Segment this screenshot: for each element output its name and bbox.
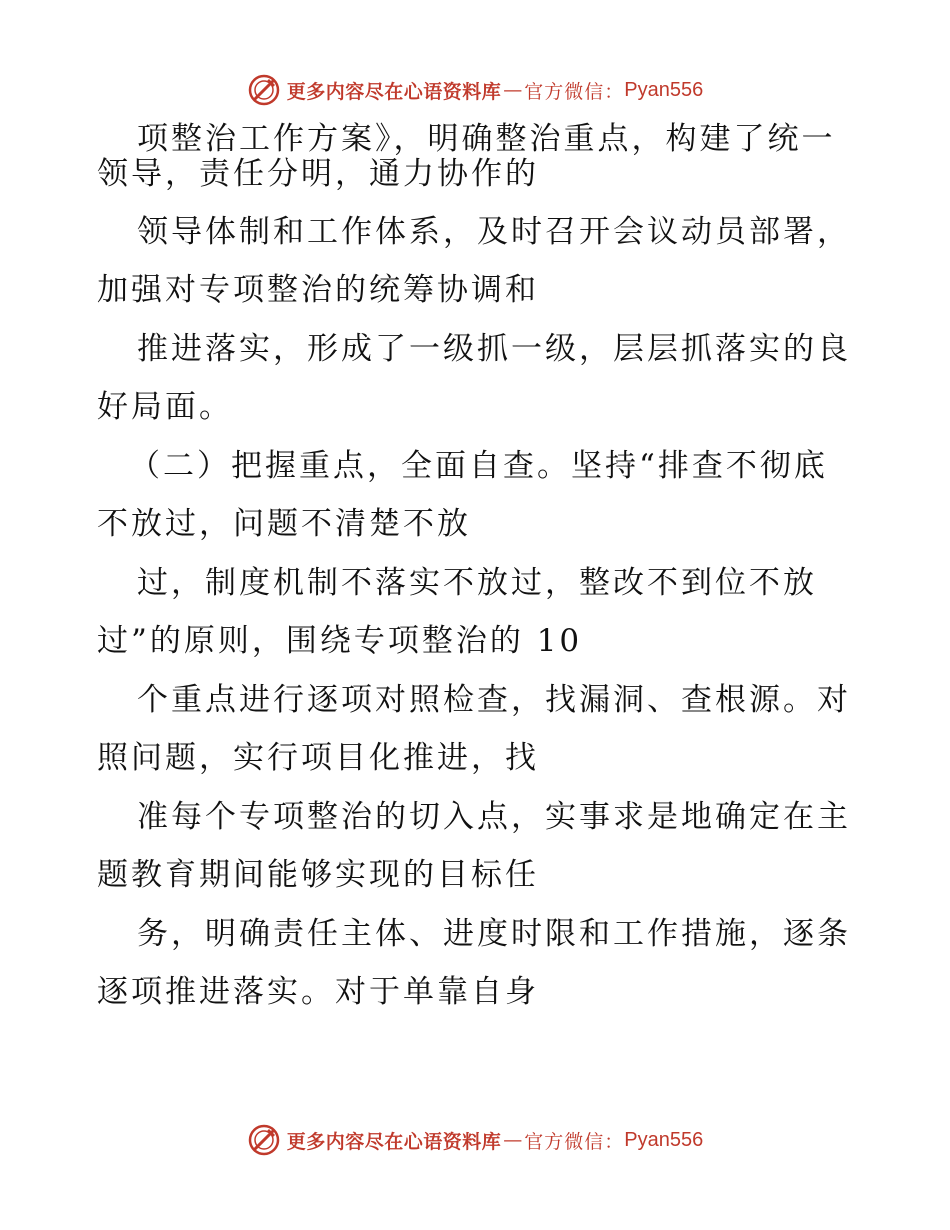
text-line: 过，制度机制不落实不放过，整改不到位不放: [137, 565, 817, 601]
banner-wechat-label: 官方微信：: [524, 80, 625, 103]
header-banner: [0, 70, 950, 110]
text-line: 照问题，实行项目化推进，找: [97, 740, 539, 776]
text-line: 项整治工作方案》，明确整治重点，构建了统一: [137, 121, 836, 157]
text-line: 不放过，问题不清楚不放: [97, 506, 471, 542]
text-line: 推进落实，形成了一级抓一级，层层抓落实的良: [137, 331, 851, 367]
text-line: 个重点进行逐项对照检查，找漏洞、查根源。对: [137, 682, 851, 718]
text-line: 准每个专项整治的切入点，实事求是地确定在主: [137, 799, 851, 835]
banner-title: 更多内容尽在心语资料库: [286, 80, 502, 103]
banner-text: [287, 77, 704, 104]
banner-wechat-label: 官方微信：: [524, 1130, 625, 1153]
logo-icon: [247, 1123, 281, 1157]
banner-dash: —: [503, 79, 523, 101]
footer-banner: [0, 1120, 950, 1160]
logo-icon: [247, 73, 281, 107]
text-line: 过”的原则，围绕专项整治的 10: [97, 623, 583, 659]
banner-wechat-id: Pyan556: [624, 78, 704, 101]
text-line: 领导，责任分明，通力协作的: [97, 156, 539, 192]
text-line: 好局面。: [97, 389, 233, 425]
text-line: 加强对专项整治的统筹协调和: [97, 272, 539, 308]
text-line: 领导体制和工作体系，及时召开会议动员部署，: [137, 214, 851, 250]
text-line: 逐项推进落实。对于单靠自身: [97, 974, 539, 1010]
text-line: 务，明确责任主体、进度时限和工作措施，逐条: [137, 916, 851, 952]
banner-title: 更多内容尽在心语资料库: [286, 1130, 502, 1153]
text-line: （二）把握重点，全面自查。坚持“排查不彻底: [129, 448, 828, 484]
text-line: 题教育期间能够实现的目标任: [97, 857, 539, 893]
banner-wechat-id: Pyan556: [624, 1128, 704, 1151]
banner-text: [287, 1127, 704, 1154]
banner-dash: —: [503, 1129, 523, 1151]
document-body: [97, 122, 857, 1010]
